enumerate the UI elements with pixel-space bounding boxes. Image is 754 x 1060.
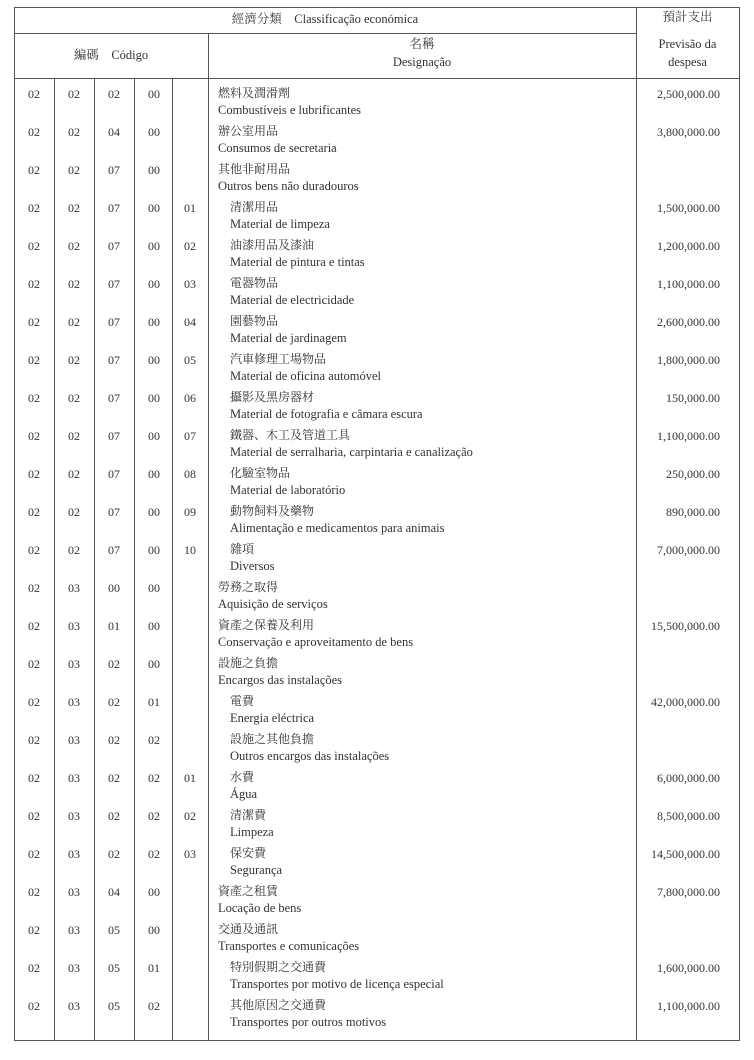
code-cell: 02 <box>28 581 40 595</box>
code-cell: 02 <box>68 429 80 443</box>
forecast-header-pt-1: Previsão da <box>658 37 717 51</box>
amount-cell: 15,500,000.00 <box>651 619 720 633</box>
code-cell: 02 <box>28 353 40 367</box>
code-cell: 02 <box>68 163 80 177</box>
code-cell: 03 <box>68 581 80 595</box>
code-cell: 02 <box>68 201 80 215</box>
code-cell: 07 <box>108 391 120 405</box>
item-name-pt: Material de limpeza <box>230 217 330 231</box>
item-name-pt: Material de electricidade <box>230 293 355 307</box>
code-cell: 05 <box>108 961 120 975</box>
code-cell: 02 <box>28 619 40 633</box>
amount-cell: 7,800,000.00 <box>657 885 720 899</box>
forecast-header-pt-2: despesa <box>668 55 707 69</box>
item-name-zh: 電器物品 <box>230 276 279 290</box>
item-name-pt: Outros encargos das instalações <box>230 749 390 763</box>
code-cell: 03 <box>68 619 80 633</box>
table-row <box>14 386 740 424</box>
code-cell: 00 <box>148 505 160 519</box>
code-cell: 07 <box>184 429 196 443</box>
code-cell: 02 <box>148 847 160 861</box>
table-row <box>14 690 740 728</box>
amount-cell: 2,600,000.00 <box>657 315 720 329</box>
code-cell: 02 <box>28 961 40 975</box>
item-name-zh: 化驗室物品 <box>230 466 291 480</box>
code-cell: 00 <box>148 163 160 177</box>
item-name-zh: 設施之其他負擔 <box>230 732 315 746</box>
code-cell: 02 <box>108 733 120 747</box>
code-cell: 00 <box>148 543 160 557</box>
code-cell: 02 <box>108 87 120 101</box>
forecast-header-zh: 預計支出 <box>662 10 713 24</box>
code-cell: 02 <box>184 809 196 823</box>
code-cell: 03 <box>68 999 80 1013</box>
item-name-zh: 資產之租賃 <box>218 884 279 898</box>
item-name-zh: 電費 <box>230 694 255 708</box>
item-name-pt: Material de fotografia e câmara escura <box>230 407 423 421</box>
code-cell: 01 <box>184 201 196 215</box>
code-cell: 02 <box>28 391 40 405</box>
code-cell: 02 <box>28 695 40 709</box>
code-cell: 02 <box>28 467 40 481</box>
code-cell: 03 <box>68 847 80 861</box>
item-name-zh: 清潔費 <box>230 808 267 822</box>
code-cell: 03 <box>184 847 196 861</box>
code-cell: 07 <box>108 315 120 329</box>
code-cell: 01 <box>108 619 120 633</box>
table-row <box>14 234 740 272</box>
code-cell: 02 <box>184 239 196 253</box>
amount-cell: 150,000.00 <box>666 391 720 405</box>
item-name-pt: Material de laboratório <box>230 483 346 497</box>
item-name-zh: 勞務之取得 <box>218 580 279 594</box>
amount-cell: 1,100,000.00 <box>657 429 720 443</box>
table-row <box>14 462 740 500</box>
table-row <box>14 576 740 614</box>
item-name-pt: Material de oficina automóvel <box>230 369 381 383</box>
item-name-pt: Energia eléctrica <box>230 711 315 725</box>
code-cell: 02 <box>28 429 40 443</box>
item-name-zh: 油漆用品及漆油 <box>230 238 315 252</box>
code-cell: 07 <box>108 543 120 557</box>
item-name-pt: Segurança <box>230 863 283 877</box>
code-cell: 02 <box>108 657 120 671</box>
code-cell: 03 <box>184 277 196 291</box>
code-cell: 05 <box>184 353 196 367</box>
item-name-pt: Material de serralharia, carpintaria e canalização <box>230 445 473 459</box>
table-row <box>14 424 740 462</box>
code-cell: 05 <box>108 923 120 937</box>
code-cell: 00 <box>148 315 160 329</box>
item-name-pt: Material de jardinagem <box>230 331 347 345</box>
table-bottom-border <box>14 1040 740 1041</box>
item-name-pt: Consumos de secretaria <box>218 141 337 155</box>
item-name-zh: 清潔用品 <box>230 200 279 214</box>
item-name-zh: 設施之負擔 <box>218 656 279 670</box>
item-name-zh: 資產之保養及利用 <box>218 618 315 632</box>
table-row <box>14 994 740 1032</box>
name-header-pt: Designação <box>392 55 452 69</box>
code-cell: 01 <box>148 961 160 975</box>
code-cell: 02 <box>28 125 40 139</box>
code-cell: 02 <box>68 239 80 253</box>
code-cell: 02 <box>28 733 40 747</box>
code-cell: 02 <box>28 201 40 215</box>
table-row <box>14 500 740 538</box>
item-name-pt: Transportes e comunicações <box>218 939 360 953</box>
amount-cell: 14,500,000.00 <box>651 847 720 861</box>
code-cell: 10 <box>184 543 196 557</box>
item-name-pt: Transportes por outros motivos <box>230 1015 387 1029</box>
item-name-zh: 鐵器、木工及管道工具 <box>230 428 351 442</box>
code-cell: 02 <box>68 277 80 291</box>
code-cell: 02 <box>148 809 160 823</box>
amount-cell: 3,800,000.00 <box>657 125 720 139</box>
amount-cell: 6,000,000.00 <box>657 771 720 785</box>
code-cell: 02 <box>68 505 80 519</box>
code-cell: 00 <box>108 581 120 595</box>
code-cell: 02 <box>68 315 80 329</box>
code-cell: 02 <box>148 733 160 747</box>
item-name-pt: Alimentação e medicamentos para animais <box>230 521 445 535</box>
table-row <box>14 766 740 804</box>
table-row <box>14 272 740 310</box>
code-cell: 03 <box>68 961 80 975</box>
table-row <box>14 804 740 842</box>
code-cell: 02 <box>28 771 40 785</box>
code-cell: 02 <box>28 315 40 329</box>
code-cell: 02 <box>28 847 40 861</box>
code-cell: 07 <box>108 467 120 481</box>
table-row <box>14 880 740 918</box>
item-name-pt: Encargos das instalações <box>218 673 343 687</box>
item-name-pt: Conservação e aproveitamento de bens <box>218 635 414 649</box>
code-cell: 03 <box>68 695 80 709</box>
classification-header: 經濟分類 Classificação económica <box>231 12 419 26</box>
code-cell: 00 <box>148 467 160 481</box>
table-top-border <box>14 7 740 8</box>
code-cell: 02 <box>68 391 80 405</box>
code-cell: 07 <box>108 429 120 443</box>
code-cell: 02 <box>108 847 120 861</box>
amount-cell: 1,600,000.00 <box>657 961 720 975</box>
code-cell: 00 <box>148 239 160 253</box>
table-row <box>14 310 740 348</box>
code-cell: 04 <box>184 315 196 329</box>
budget-table <box>14 7 740 1041</box>
code-cell: 00 <box>148 201 160 215</box>
code-cell: 03 <box>68 809 80 823</box>
code-cell: 00 <box>148 391 160 405</box>
code-cell: 02 <box>68 125 80 139</box>
item-name-pt: Combustíveis e lubrificantes <box>218 103 362 117</box>
code-cell: 02 <box>28 87 40 101</box>
code-cell: 00 <box>148 353 160 367</box>
code-cell: 00 <box>148 657 160 671</box>
code-cell: 00 <box>148 619 160 633</box>
amount-cell: 1,200,000.00 <box>657 239 720 253</box>
item-name-zh: 特別假期之交通費 <box>230 960 327 974</box>
amount-cell: 1,500,000.00 <box>657 201 720 215</box>
code-cell: 02 <box>28 163 40 177</box>
code-cell: 07 <box>108 277 120 291</box>
code-cell: 03 <box>68 733 80 747</box>
table-row <box>14 842 740 880</box>
amount-cell: 7,000,000.00 <box>657 543 720 557</box>
code-cell: 03 <box>68 885 80 899</box>
table-row <box>14 120 740 158</box>
code-cell: 02 <box>28 885 40 899</box>
code-cell: 02 <box>148 999 160 1013</box>
code-cell: 07 <box>108 201 120 215</box>
item-name-pt: Locação de bens <box>218 901 302 915</box>
header-divider <box>14 33 637 34</box>
item-name-zh: 汽車修理工場物品 <box>230 352 327 366</box>
code-cell: 07 <box>108 163 120 177</box>
table-row <box>14 918 740 956</box>
item-name-zh: 動物飼料及藥物 <box>230 504 315 518</box>
table-row <box>14 82 740 120</box>
item-name-pt: Limpeza <box>230 825 274 839</box>
code-cell: 02 <box>28 277 40 291</box>
item-name-zh: 攝影及黑房器材 <box>230 390 315 404</box>
code-cell: 02 <box>28 505 40 519</box>
item-name-pt: Material de pintura e tintas <box>230 255 365 269</box>
code-cell: 02 <box>108 809 120 823</box>
code-cell: 07 <box>108 239 120 253</box>
code-cell: 02 <box>28 239 40 253</box>
amount-cell: 890,000.00 <box>666 505 720 519</box>
table-row <box>14 196 740 234</box>
code-cell: 02 <box>68 87 80 101</box>
table-row <box>14 652 740 690</box>
item-name-pt: Água <box>230 787 258 801</box>
code-cell: 00 <box>148 885 160 899</box>
code-cell: 02 <box>68 467 80 481</box>
amount-cell: 250,000.00 <box>666 467 720 481</box>
table-row <box>14 538 740 576</box>
header-bottom-border <box>14 78 740 79</box>
item-name-zh: 水費 <box>230 770 255 784</box>
code-cell: 02 <box>28 657 40 671</box>
code-cell: 01 <box>184 771 196 785</box>
code-cell: 00 <box>148 581 160 595</box>
item-name-pt: Diversos <box>230 559 275 573</box>
code-cell: 09 <box>184 505 196 519</box>
code-cell: 01 <box>148 695 160 709</box>
code-cell: 04 <box>108 125 120 139</box>
code-cell: 08 <box>184 467 196 481</box>
item-name-zh: 交通及通訊 <box>218 922 279 936</box>
item-name-zh: 辦公室用品 <box>218 124 279 138</box>
code-cell: 03 <box>68 771 80 785</box>
table-row <box>14 614 740 652</box>
code-cell: 02 <box>148 771 160 785</box>
table-row <box>14 956 740 994</box>
code-cell: 02 <box>108 695 120 709</box>
amount-cell: 1,800,000.00 <box>657 353 720 367</box>
amount-cell: 8,500,000.00 <box>657 809 720 823</box>
code-cell: 00 <box>148 429 160 443</box>
item-name-pt: Outros bens não duradouros <box>218 179 359 193</box>
amount-cell: 1,100,000.00 <box>657 277 720 291</box>
code-cell: 00 <box>148 923 160 937</box>
item-name-zh: 園藝物品 <box>230 314 279 328</box>
item-name-pt: Transportes por motivo de licença especial <box>230 977 444 991</box>
code-cell: 06 <box>184 391 196 405</box>
item-name-zh: 保安費 <box>230 846 267 860</box>
code-cell: 02 <box>28 999 40 1013</box>
code-cell: 07 <box>108 505 120 519</box>
item-name-zh: 雜項 <box>230 542 255 556</box>
code-cell: 03 <box>68 657 80 671</box>
item-name-zh: 其他原因之交通費 <box>230 998 327 1012</box>
amount-cell: 2,500,000.00 <box>657 87 720 101</box>
item-name-zh: 其他非耐用品 <box>218 162 291 176</box>
code-cell: 03 <box>68 923 80 937</box>
code-cell: 05 <box>108 999 120 1013</box>
code-cell: 02 <box>28 543 40 557</box>
code-header: 編碼 Código <box>73 48 149 62</box>
code-cell: 04 <box>108 885 120 899</box>
amount-cell: 42,000,000.00 <box>651 695 720 709</box>
code-cell: 02 <box>68 353 80 367</box>
code-cell: 02 <box>28 809 40 823</box>
code-cell: 00 <box>148 87 160 101</box>
code-cell: 00 <box>148 277 160 291</box>
table-row <box>14 348 740 386</box>
item-name-zh: 燃料及潤滑劑 <box>218 86 291 100</box>
code-cell: 07 <box>108 353 120 367</box>
code-cell: 02 <box>108 771 120 785</box>
name-header-zh: 名稱 <box>409 37 435 51</box>
amount-cell: 1,100,000.00 <box>657 999 720 1013</box>
code-cell: 02 <box>28 923 40 937</box>
item-name-pt: Aquisição de serviços <box>218 597 328 611</box>
code-cell: 02 <box>68 543 80 557</box>
code-cell: 00 <box>148 125 160 139</box>
table-row <box>14 158 740 196</box>
table-row <box>14 728 740 766</box>
